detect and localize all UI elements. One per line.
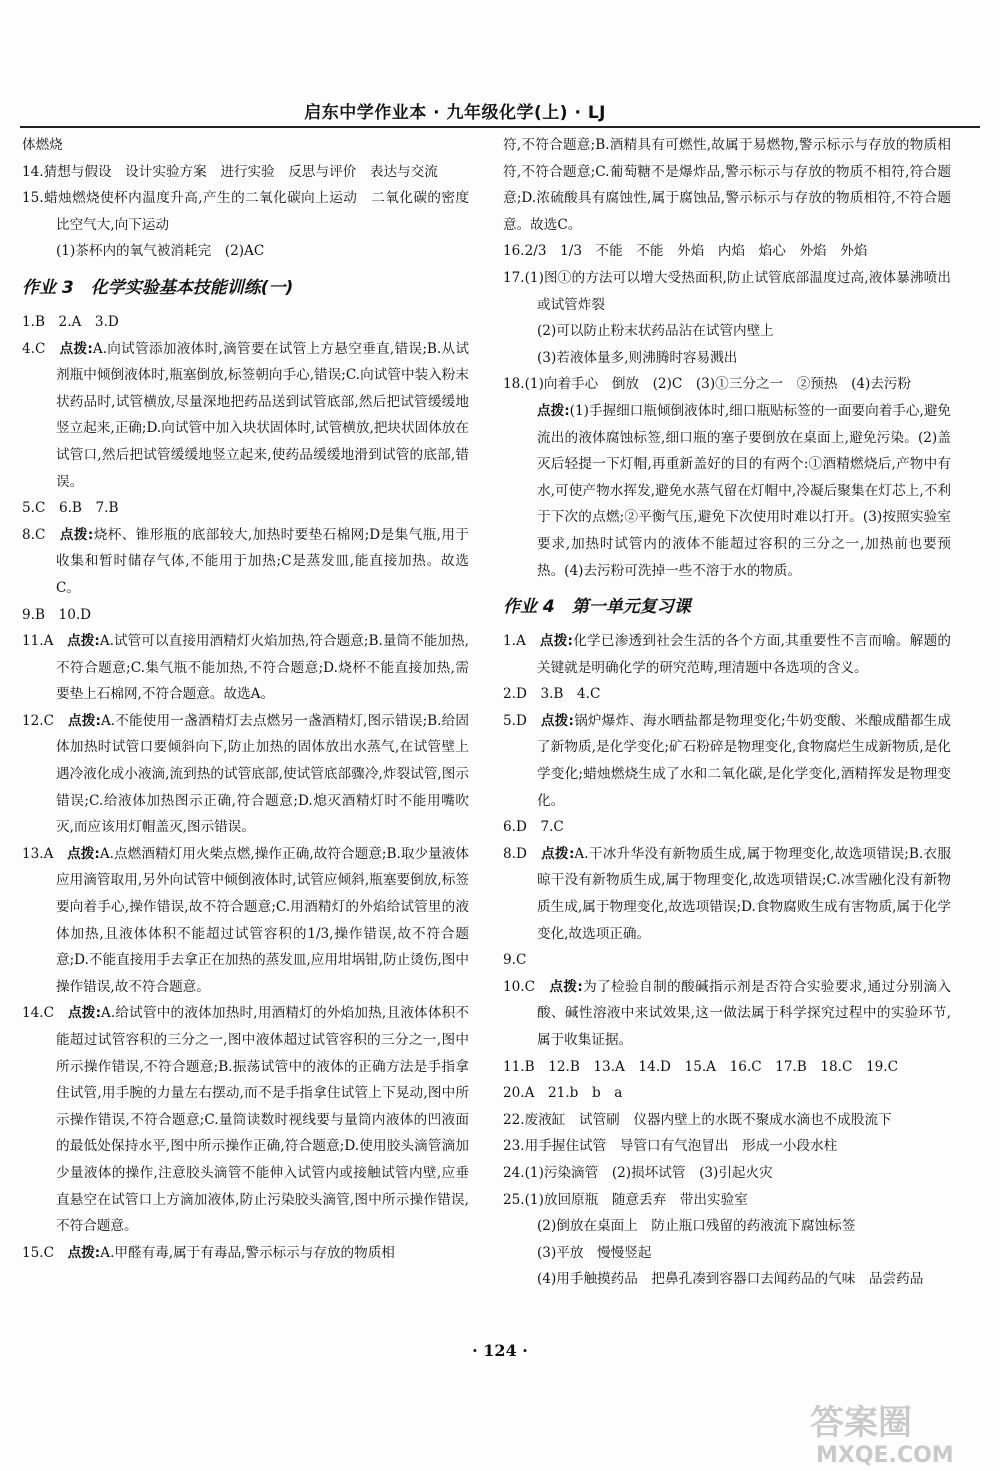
answer-line <box>22 238 469 265</box>
answer-line <box>22 708 469 841</box>
answer-line <box>503 708 951 814</box>
answer-line <box>22 628 469 708</box>
answer-text: 18.(1)向着手心 倒放 (2)C (3)①三分之一 ②预热 (4)去污粉 <box>503 376 912 393</box>
answer-text: (1)茶杯内的氧气被消耗完 (2)AC <box>56 243 265 260</box>
answer-number: 1.A <box>503 633 540 650</box>
hint-label: 点拨: <box>67 845 100 862</box>
answer-line <box>503 1054 951 1081</box>
answer-text: 23.用手握住试管 导管口有气泡冒出 形成一小段水柱 <box>503 1138 838 1155</box>
answer-line <box>503 1107 951 1134</box>
answer-line <box>22 1000 469 1239</box>
hint-label: 点拨: <box>67 1244 101 1261</box>
section-heading <box>22 273 469 303</box>
answer-text: A.试管可以直接用酒精灯火焰加热,符合题意;B.量筒不能加热,不符合题意;C.集气瓶不能加热,不符合题意;D.烧杯不能直接加热,需要垫上石棉网,不符合题意。故选A。 <box>56 633 470 703</box>
answer-line <box>503 1160 951 1187</box>
answer-text: 22.废液缸 试管刷 仪器内壁上的水既不聚成水滴也不成股流下 <box>503 1111 892 1128</box>
watermark-cn: 答案圈 <box>810 1403 912 1443</box>
answer-text: 5.C 6.B 7.B <box>22 500 119 517</box>
answer-text: A.干冰升华没有新物质生成,属于物理变化,故选项错误;B.衣服晾干没有新物质生成,属于物理变化,故选项错误;C.冰雪融化没有新物质生成,属于物理变化,故选项错误;D.食物腐败生成有害物质,属于化学变化,故选项正确。 <box>537 845 952 942</box>
answer-number: 15.C <box>22 1244 68 1261</box>
hint-label: 点拨: <box>68 1005 102 1022</box>
answer-line <box>503 974 951 1054</box>
answer-text: (3)平放 慢慢竖起 <box>537 1244 652 1261</box>
header-rule <box>20 126 980 128</box>
hint-label: 点拨: <box>540 712 574 729</box>
answer-number: 12.C <box>22 712 68 729</box>
answer-text: (4)用手触摸药品 把鼻孔凑到容器口去闻药品的气味 品尝药品 <box>537 1271 924 1288</box>
answer-text: 24.(1)污染滴管 (2)损坏试管 (3)引起火灾 <box>503 1164 773 1181</box>
answer-text: 1.B 2.A 3.D <box>22 313 119 330</box>
answer-text: 6.D 7.C <box>503 819 564 836</box>
answer-line <box>22 841 469 1001</box>
hint-label: 点拨: <box>537 402 570 419</box>
hint-label: 点拨: <box>67 633 100 650</box>
answer-text: 符,不符合题意;B.酒精具有可燃性,故属于易燃物,警示标示与存放的物质相符,不符合题意;C.葡萄糖不是爆炸品,警示标示与存放的物质不相符,符合题意;D.浓硫酸具有腐蚀性,属于腐蚀品,警示标示与存放的物质相符,不符合题意。故选C。 <box>503 137 951 233</box>
answer-line <box>22 1240 469 1267</box>
answer-text: 9.B 10.D <box>22 606 92 623</box>
answer-line <box>503 841 951 947</box>
answer-line <box>22 185 469 238</box>
answer-line <box>22 602 469 629</box>
answer-text: 烧杯、锥形瓶的底部较大,加热时要垫石棉网;D是集气瓶,用于收集和暂时储存气体,不能用于加热;C是蒸发皿,能直接加热。故选C。 <box>56 526 470 596</box>
page-number: · 124 · <box>472 1341 528 1360</box>
hint-label: 点拨: <box>549 978 583 995</box>
answer-line <box>22 159 469 186</box>
answer-line <box>503 681 951 708</box>
answer-text: A.不能使用一盏酒精灯去点燃另一盏酒精灯,图示错误;B.给固体加热时试管口要倾斜向下,防止加热的固体放出水蒸气,在试管壁上遇冷液化成小液滴,流到热的试管底部,使试管底部骤冷,炸裂试管,图示错误;C.给液体加热图示正确,符合题意;D.熄灭酒精灯时不能用嘴吹灭,而应该用灯帽盖灭,图示错误。 <box>56 712 469 836</box>
answer-line <box>503 1080 951 1107</box>
answer-text: 体燃烧 <box>22 137 63 153</box>
section-title: 作业 3 化学实验基本技能训练(一) <box>22 277 294 298</box>
answer-text: (2)可以防止粉末状药品沾在试管内壁上 <box>537 323 774 340</box>
answer-number: 5.D <box>503 712 541 729</box>
section-title: 作业 4 第一单元复习课 <box>503 597 691 618</box>
answer-number: 14.C <box>22 1005 69 1022</box>
answer-line <box>503 947 951 974</box>
answer-number: 4.C <box>22 340 60 357</box>
hint-label: 点拨: <box>59 526 94 543</box>
answer-text: (3)若液体量多,则沸腾时容易溅出 <box>537 349 738 366</box>
hint-label: 点拨: <box>59 340 93 357</box>
answer-text: 15.蜡烛燃烧使杯内温度升高,产生的二氧化碳向上运动 二氧化碳的密度比空气大,向下运动 <box>22 190 469 233</box>
answer-line <box>503 1133 951 1160</box>
answer-number: 11.A <box>22 633 68 650</box>
answer-text: 2.D 3.B 4.C <box>503 686 601 703</box>
answer-line <box>22 495 469 522</box>
answer-number: 13.A <box>22 845 68 862</box>
answer-text: A.给试管中的液体加热时,用酒精灯的外焰加热,且液体体积不能超过试管容积的三分之一,图中液体超过试管容积的三分之一,图中所示操作错误,不符合题意;B.振荡试管中的液体的正确方法是手指拿住试管,用手腕的力量左右摆动,而不是手指拿住试管上下晃动,图中所示操作错误,不符合题意;C.量筒读数时视线要与量筒内液体的凹液面的最低处保持水平,图中所示操作正确,符合题意;D.使用胶头滴管滴加少量液体的操作,注意胶头滴管不能伸入试管内或接触试管内壁,应垂直悬空在试管口上方滴加液体,防止污染胶头滴管,图中所示操作错误,不符合题意。 <box>56 1005 470 1235</box>
watermark-logo <box>796 1396 986 1468</box>
answer-number: 10.C <box>503 978 550 995</box>
answer-text: 17.(1)图①的方法可以增大受热面积,防止试管底部温度过高,液体暴沸喷出或试管炸裂 <box>503 269 951 313</box>
answer-line <box>22 336 469 496</box>
answer-line <box>503 345 951 372</box>
hint-label: 点拨: <box>67 712 101 729</box>
answer-text: 化学已渗透到社会生活的各个方面,其重要性不言而喻。解题的关键就是明确化学的研究范畴,理清题中各选项的含义。 <box>537 633 951 676</box>
answer-line <box>503 814 951 841</box>
answer-line <box>503 318 951 345</box>
answer-line <box>503 628 951 681</box>
answer-line <box>503 1187 951 1214</box>
answer-text: 11.B 12.B 13.A 14.D 15.A 16.C 17.B 18.C 19.C <box>503 1058 899 1075</box>
answer-line <box>22 309 469 336</box>
answer-line <box>503 1213 951 1240</box>
answer-line <box>503 1240 951 1267</box>
answer-text: 16.2/3 1/3 不能 不能 外焰 内焰 焰心 外焰 外焰 <box>503 243 868 260</box>
answer-line <box>503 265 951 318</box>
page-header <box>20 96 980 126</box>
answer-number: 8.D <box>503 845 542 862</box>
section-heading <box>503 592 951 622</box>
hint-label: 点拨: <box>541 845 575 862</box>
answer-line <box>503 398 951 584</box>
answer-text: 为了检验自制的酸碱指示剂是否符合实验要求,通过分别滴入酸、碱性溶液中来试效果,这一做法属于科学探究过程中的实验环节,属于收集证据。 <box>537 978 951 1048</box>
answer-line <box>503 132 951 238</box>
answer-number: 8.C <box>22 526 60 543</box>
answer-text: 9.C <box>503 952 527 969</box>
answer-line <box>503 1266 951 1293</box>
answer-text: (2)倒放在桌面上 防止瓶口残留的药液流下腐蚀标签 <box>537 1218 856 1235</box>
right-column <box>503 132 951 1293</box>
answer-line <box>22 132 469 159</box>
answer-text: A.向试管添加液体时,滴管要在试管上方悬空垂直,错误;B.从试剂瓶中倾倒液体时,瓶塞倒放,标签朝向手心,错误;C.向试管中装入粉末状药品时,试管横放,尽量深地把药品送到试管底部,然后把试管缓缓地竖立起来,正确;D.向试管中加入块状固体时,试管横放,把块状固体放在试管口,然后把试管缓缓地竖立起来,使药品缓缓地滑到试管的底部,错误。 <box>56 340 470 490</box>
answer-text: 25.(1)放回原瓶 随意丢弃 带出实验室 <box>503 1191 748 1208</box>
answer-text: 14.猜想与假设 设计实验方案 进行实验 反思与评价 表达与交流 <box>22 163 438 180</box>
header-title: 启东中学作业本 · 九年级化学(上) · LJ <box>304 103 606 123</box>
answer-line <box>22 522 469 602</box>
watermark-url: MXQE.COM <box>816 1443 954 1468</box>
hint-label: 点拨: <box>539 633 573 650</box>
left-column <box>22 132 469 1266</box>
answer-text: 锅炉爆炸、海水晒盐都是物理变化;牛奶变酸、米酿成醋都生成了新物质,是化学变化;矿石粉碎是物理变化,食物腐烂生成新物质,是化学变化;蜡烛燃烧生成了水和二氧化碳,是化学变化,酒精挥发是物理变化。 <box>537 712 952 809</box>
answer-line <box>503 371 951 398</box>
answer-text: A.甲醛有毒,属于有毒品,警示标示与存放的物质相 <box>100 1244 395 1261</box>
answer-line <box>503 238 951 265</box>
answer-text: A.点燃酒精灯用火柴点燃,操作正确,故符合题意;B.取少量液体应用滴管取用,另外向试管中倾倒液体时,试管应倾斜,瓶塞要倒放,标签要向着手心,操作错误,故不符合题意;C.用酒精灯的外焰给试管里的液体加热,且液体体积不能超过试管容积的1/3,操作错误,故不符合题意;D.不能直接用手去拿正在加热的蒸发皿,应用坩埚钳,防止烫伤,图中操作错误,故不符合题意。 <box>56 845 470 995</box>
answer-text: (1)手握细口瓶倾倒液体时,细口瓶贴标签的一面要向着手心,避免流出的液体腐蚀标签,细口瓶的塞子要倒放在桌面上,避免污染。(2)盖灭后轻提一下灯帽,再重新盖好的目的有两个:①酒精燃烧后,产物中有水,可使产物水挥发,避免水蒸气留在灯帽中,冷凝后聚集在灯芯上,不利于下次的点燃;②平衡气压,避免下次使用时难以打开。(3)按照实验室要求,加热时试管内的液体不能超过容积的三分之一,加热前也要预热。(4)去污粉可洗掉一些不溶于水的物质。 <box>537 402 952 579</box>
answer-text: 20.A 21.b b a <box>503 1085 623 1102</box>
